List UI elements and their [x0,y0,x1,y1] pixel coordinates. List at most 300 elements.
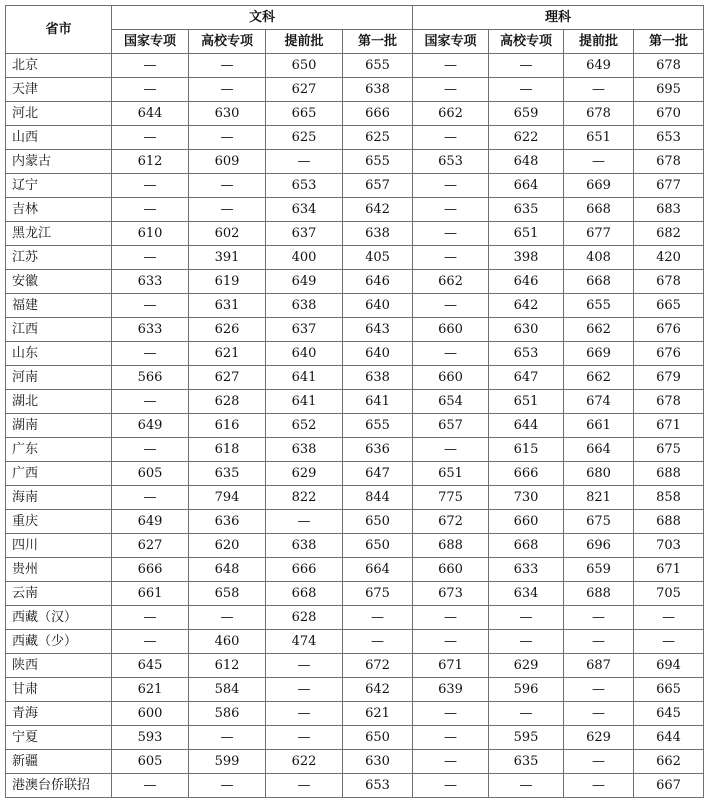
score-cell: 653 [634,126,704,150]
score-cell: 655 [343,414,413,438]
score-cell: 775 [413,486,489,510]
score-cell: 668 [266,582,343,606]
score-cell: 630 [489,318,564,342]
table-body [6,54,704,798]
score-cell: — [489,606,564,630]
score-cell: 638 [343,78,413,102]
score-cell: — [489,54,564,78]
score-cell: 638 [343,222,413,246]
score-table [5,5,704,798]
score-cell: 844 [343,486,413,510]
score-cell: 822 [266,486,343,510]
table-row [6,774,704,798]
score-cell: 678 [634,390,704,414]
score-cell: 646 [489,270,564,294]
score-cell: 660 [489,510,564,534]
score-cell: 634 [489,582,564,606]
score-cell: 696 [564,534,634,558]
table-row [6,246,704,270]
table-row [6,534,704,558]
score-cell: 658 [189,582,266,606]
score-cell: 621 [189,342,266,366]
score-cell: 635 [489,750,564,774]
score-cell: 398 [489,246,564,270]
province-cell: 山东 [6,342,112,366]
score-cell: 584 [189,678,266,702]
score-cell: 460 [189,630,266,654]
score-cell: — [413,126,489,150]
score-cell: — [413,438,489,462]
score-cell: 620 [189,534,266,558]
score-cell: — [564,750,634,774]
score-cell: 680 [564,462,634,486]
score-cell: 664 [564,438,634,462]
score-cell: 657 [413,414,489,438]
score-cell: 566 [112,366,189,390]
score-cell: 400 [266,246,343,270]
subcol-header: 第一批 [343,30,413,54]
score-cell: 668 [564,270,634,294]
table-row [6,510,704,534]
score-cell: 682 [634,222,704,246]
score-cell: 610 [112,222,189,246]
score-cell: 688 [634,510,704,534]
score-cell: 652 [266,414,343,438]
score-cell: — [413,78,489,102]
score-cell: — [112,78,189,102]
province-cell: 港澳台侨联招 [6,774,112,798]
score-cell: 675 [343,582,413,606]
score-cell: 647 [343,462,413,486]
score-cell: 671 [413,654,489,678]
score-cell: — [564,150,634,174]
score-cell: 666 [489,462,564,486]
score-cell: 646 [343,270,413,294]
score-cell: 615 [489,438,564,462]
province-cell: 重庆 [6,510,112,534]
score-cell: 662 [413,270,489,294]
score-cell: 671 [634,558,704,582]
table-row [6,486,704,510]
score-cell: 649 [266,270,343,294]
corner-header: 省市 [6,6,112,54]
score-cell: 636 [343,438,413,462]
score-cell: 645 [634,702,704,726]
score-cell: — [266,774,343,798]
score-cell: 665 [266,102,343,126]
table-row [6,222,704,246]
province-cell: 西藏（汉） [6,606,112,630]
province-cell: 安徽 [6,270,112,294]
score-cell: 675 [634,438,704,462]
score-cell: — [189,606,266,630]
score-cell: — [564,606,634,630]
score-cell: 644 [634,726,704,750]
score-cell: 664 [343,558,413,582]
score-cell: 653 [413,150,489,174]
score-cell: 703 [634,534,704,558]
score-cell: — [266,150,343,174]
score-cell: 858 [634,486,704,510]
province-cell: 辽宁 [6,174,112,198]
score-cell: 408 [564,246,634,270]
table-row [6,150,704,174]
score-cell: — [112,486,189,510]
subcol-header: 高校专项 [189,30,266,54]
score-cell: 612 [112,150,189,174]
table-row [6,54,704,78]
score-cell: — [564,702,634,726]
table-row [6,462,704,486]
score-cell: 622 [489,126,564,150]
table-row [6,342,704,366]
score-cell: 683 [634,198,704,222]
score-cell: 628 [189,390,266,414]
score-cell: 794 [189,486,266,510]
province-cell: 云南 [6,582,112,606]
score-cell: 596 [489,678,564,702]
score-cell: — [266,702,343,726]
score-cell: — [413,702,489,726]
score-cell: — [112,174,189,198]
province-cell: 湖北 [6,390,112,414]
score-cell: 653 [489,342,564,366]
score-cell: — [413,246,489,270]
score-cell: 657 [343,174,413,198]
table-row [6,678,704,702]
score-cell: 687 [564,654,634,678]
score-cell: — [564,78,634,102]
score-cell: 666 [343,102,413,126]
score-cell: — [564,678,634,702]
score-cell: 651 [413,462,489,486]
score-cell: 668 [564,198,634,222]
score-cell: 643 [343,318,413,342]
score-cell: 650 [266,54,343,78]
score-cell: 595 [489,726,564,750]
subcol-header: 第一批 [634,30,704,54]
score-cell: 666 [266,558,343,582]
score-cell: 621 [343,702,413,726]
score-cell: 638 [343,366,413,390]
score-cell: 642 [343,198,413,222]
score-cell: 621 [112,678,189,702]
score-cell: 679 [634,366,704,390]
score-cell: 655 [343,54,413,78]
score-cell: 650 [343,534,413,558]
score-cell: 705 [634,582,704,606]
score-cell: 667 [634,774,704,798]
score-cell: 648 [489,150,564,174]
score-cell: — [112,606,189,630]
table-row [6,102,704,126]
score-cell: 659 [564,558,634,582]
score-cell: 694 [634,654,704,678]
score-cell: 644 [112,102,189,126]
score-cell: — [112,126,189,150]
score-cell: 637 [266,222,343,246]
score-cell: 665 [634,678,704,702]
score-cell: 600 [112,702,189,726]
score-cell: 609 [189,150,266,174]
table-row [6,270,704,294]
table-row [6,702,704,726]
score-cell: 616 [189,414,266,438]
province-cell: 江西 [6,318,112,342]
score-cell: 586 [189,702,266,726]
score-cell: 640 [343,342,413,366]
province-cell: 青海 [6,702,112,726]
score-cell: — [413,630,489,654]
score-cell: 674 [564,390,634,414]
score-cell: — [343,606,413,630]
score-cell: 678 [564,102,634,126]
province-cell: 甘肃 [6,678,112,702]
table-row [6,318,704,342]
score-cell: 669 [564,342,634,366]
score-cell: 678 [634,150,704,174]
score-cell: 602 [189,222,266,246]
score-cell: — [189,198,266,222]
province-cell: 河北 [6,102,112,126]
score-cell: 678 [634,270,704,294]
group-header-like: 理科 [413,6,704,30]
province-cell: 广东 [6,438,112,462]
table-row [6,438,704,462]
score-cell: — [189,726,266,750]
score-cell: 641 [343,390,413,414]
score-cell: 638 [266,534,343,558]
score-cell: 626 [189,318,266,342]
table-row [6,198,704,222]
score-cell: — [564,630,634,654]
province-cell: 黑龙江 [6,222,112,246]
score-cell: 660 [413,558,489,582]
province-cell: 湖南 [6,414,112,438]
score-cell: — [112,438,189,462]
score-cell: 688 [564,582,634,606]
score-cell: 649 [112,510,189,534]
province-cell: 海南 [6,486,112,510]
province-cell: 贵州 [6,558,112,582]
score-cell: 633 [489,558,564,582]
score-cell: 665 [634,294,704,318]
score-cell: 605 [112,462,189,486]
score-cell: 676 [634,342,704,366]
score-cell: 474 [266,630,343,654]
score-cell: 662 [564,318,634,342]
score-cell: — [266,726,343,750]
score-cell: 660 [413,366,489,390]
score-cell: 638 [266,294,343,318]
score-cell: — [413,774,489,798]
score-cell: 650 [343,510,413,534]
score-cell: — [564,774,634,798]
score-cell: 821 [564,486,634,510]
province-cell: 河南 [6,366,112,390]
score-cell: — [413,198,489,222]
score-cell: 605 [112,750,189,774]
score-cell: 420 [634,246,704,270]
table-row [6,78,704,102]
score-cell: 629 [564,726,634,750]
score-cell: 629 [489,654,564,678]
table-row [6,414,704,438]
province-cell: 新疆 [6,750,112,774]
score-cell: 673 [413,582,489,606]
table-row [6,582,704,606]
table-row [6,174,704,198]
score-cell: 676 [634,318,704,342]
score-cell: — [413,54,489,78]
score-cell: — [489,702,564,726]
score-cell: 625 [343,126,413,150]
subcol-header: 高校专项 [489,30,564,54]
subcol-header: 提前批 [564,30,634,54]
subcol-header: 国家专项 [413,30,489,54]
score-cell: 618 [189,438,266,462]
score-cell: 630 [189,102,266,126]
score-cell: 664 [489,174,564,198]
score-cell: — [413,174,489,198]
table-row [6,294,704,318]
score-cell: — [489,78,564,102]
score-cell: 669 [564,174,634,198]
province-cell: 吉林 [6,198,112,222]
score-cell: 635 [189,462,266,486]
score-cell: — [413,750,489,774]
province-cell: 陕西 [6,654,112,678]
score-cell: 655 [343,150,413,174]
score-cell: 662 [634,750,704,774]
score-cell: 661 [564,414,634,438]
score-cell: 677 [634,174,704,198]
table-row [6,390,704,414]
province-cell: 内蒙古 [6,150,112,174]
subcol-header: 国家专项 [112,30,189,54]
score-cell: 672 [343,654,413,678]
group-header-wenke: 文科 [112,6,413,30]
score-cell: 668 [489,534,564,558]
province-cell: 山西 [6,126,112,150]
score-cell: — [112,54,189,78]
score-cell: 654 [413,390,489,414]
score-cell: 391 [189,246,266,270]
score-cell: 688 [413,534,489,558]
score-cell: 688 [634,462,704,486]
score-cell: 651 [564,126,634,150]
table-row [6,654,704,678]
score-cell: — [489,630,564,654]
score-cell: 625 [266,126,343,150]
score-cell: 666 [112,558,189,582]
score-cell: 644 [489,414,564,438]
score-cell: — [189,174,266,198]
score-cell: 640 [266,342,343,366]
score-cell: 637 [266,318,343,342]
score-cell: 629 [266,462,343,486]
score-cell: 619 [189,270,266,294]
score-cell: 593 [112,726,189,750]
province-cell: 北京 [6,54,112,78]
province-cell: 宁夏 [6,726,112,750]
score-cell: 695 [634,78,704,102]
score-cell: 662 [564,366,634,390]
score-cell: — [189,126,266,150]
score-cell: 662 [413,102,489,126]
score-cell: — [112,246,189,270]
score-cell: — [489,774,564,798]
score-cell: 631 [189,294,266,318]
score-cell: — [112,198,189,222]
score-cell: — [189,774,266,798]
score-cell: 622 [266,750,343,774]
score-cell: 405 [343,246,413,270]
score-cell: 642 [343,678,413,702]
score-cell: 649 [112,414,189,438]
score-cell: 660 [413,318,489,342]
score-cell: 678 [634,54,704,78]
score-cell: — [189,54,266,78]
score-cell: — [413,606,489,630]
table-row [6,630,704,654]
score-cell: 671 [634,414,704,438]
score-cell: 672 [413,510,489,534]
score-cell: — [112,630,189,654]
score-cell: 653 [266,174,343,198]
score-cell: 633 [112,318,189,342]
province-cell: 四川 [6,534,112,558]
score-cell: 627 [112,534,189,558]
score-cell: 647 [489,366,564,390]
score-cell: 635 [489,198,564,222]
score-cell: 649 [564,54,634,78]
score-cell: 633 [112,270,189,294]
subcol-header: 提前批 [266,30,343,54]
province-cell: 西藏（少） [6,630,112,654]
score-cell: 655 [564,294,634,318]
score-cell: — [413,726,489,750]
province-cell: 江苏 [6,246,112,270]
score-cell: 653 [343,774,413,798]
score-cell: 677 [564,222,634,246]
score-cell: 640 [343,294,413,318]
score-cell: 639 [413,678,489,702]
score-cell: — [634,630,704,654]
table-row [6,606,704,630]
score-cell: 636 [189,510,266,534]
score-cell: 642 [489,294,564,318]
score-cell: 659 [489,102,564,126]
score-cell: 599 [189,750,266,774]
score-cell: 730 [489,486,564,510]
table-row [6,126,704,150]
score-cell: 661 [112,582,189,606]
score-cell: 641 [266,366,343,390]
score-cell: 650 [343,726,413,750]
table-row [6,726,704,750]
score-cell: — [413,222,489,246]
table-row [6,366,704,390]
province-cell: 福建 [6,294,112,318]
score-cell: — [112,342,189,366]
score-cell: 670 [634,102,704,126]
score-cell: 630 [343,750,413,774]
score-cell: — [112,390,189,414]
score-cell: 641 [266,390,343,414]
score-cell: — [634,606,704,630]
score-cell: — [413,294,489,318]
